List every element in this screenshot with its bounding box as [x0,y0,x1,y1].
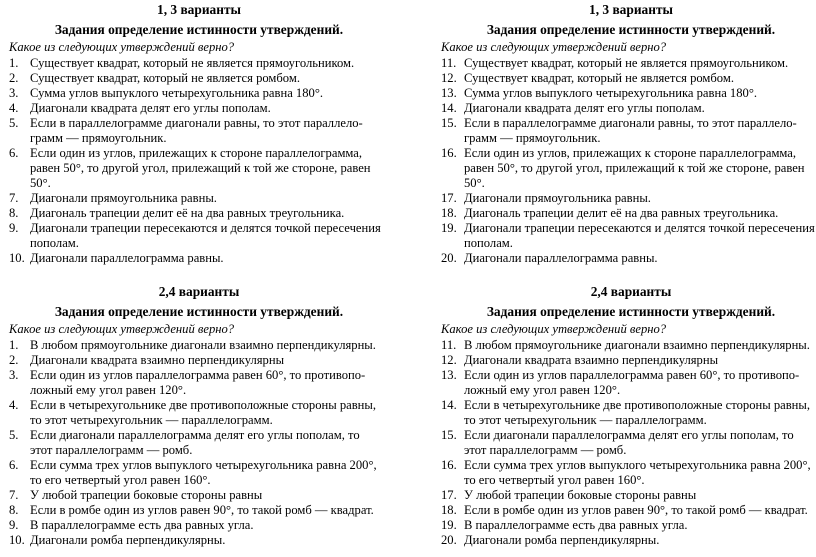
statement-text: Диагонали квадрата делят его углы пополам. [30,101,271,115]
statement-item [441,338,816,353]
statement-item [441,518,816,533]
statement-number: 8. [9,503,19,517]
statement-item [9,191,389,206]
variant-heading: 1, 3 варианты [589,2,673,17]
statement-number: 6. [9,146,19,160]
variant-heading: 2,4 варианты [590,284,672,299]
statement-number: 3. [9,86,19,100]
statement-item [441,221,816,251]
statement-item [441,56,816,71]
statement-text: Диагонали прямоугольника равны. [464,191,651,205]
statement-number: 14. [441,101,457,115]
statement-text: В любом прямоугольнике диагонали взаимно перпендикулярны. [30,338,376,352]
statement-item [441,251,816,266]
statement-item [9,398,389,428]
statement-number: 13. [441,368,457,382]
statement-item [9,353,389,368]
statement-text: Если в параллелограмме диагонали равны, то этот параллело- грамм — прямоугольник. [464,116,797,145]
statement-number: 2. [9,353,19,367]
block-variants-2-4-left [9,284,389,548]
statement-number: 7. [9,488,19,502]
statement-number: 18. [441,206,457,220]
statement-number: 17. [441,488,457,502]
statement-item [441,533,816,548]
statement-number: 8. [9,206,19,220]
statement-item [441,503,816,518]
statement-number: 15. [441,116,457,130]
statement-text: Если сумма трех углов выпуклого четырехугольника равна 200°, то его четвертый угол равен 160°. [30,458,377,487]
statement-item [441,428,816,458]
statement-item [441,368,816,398]
statement-number: 18. [441,503,457,517]
statement-text: Если в четырехугольнике две противоположные стороны равны, то этот четырехугольник — параллелограмм. [464,398,811,427]
statement-number: 11. [441,338,457,352]
statement-text: Сумма углов выпуклого четырехугольника равна 180°. [464,86,758,100]
statement-item [9,488,389,503]
statement-item [9,71,389,86]
statement-text: В параллелограмме есть два равных угла. [30,518,254,532]
statement-text: У любой трапеции боковые стороны равны [30,488,263,502]
statement-text: Диагонали квадрата делят его углы пополам. [464,101,705,115]
statement-item [9,518,389,533]
statement-text: Если сумма трех углов выпуклого четырехугольника равна 200°, то его четвертый угол равен 160°. [464,458,811,487]
statement-text: Диагональ трапеции делит её на два равных треугольника. [30,206,345,220]
statement-text: Если один из углов, прилежащих к стороне параллелограмма, равен 50°, то другой угол, прилежащий к той же стороне, равен 50°. [30,146,371,190]
statement-list [441,338,816,548]
statement-text: Диагонали трапеции пересекаются и делятся точкой пересечения пополам. [30,221,381,250]
statement-number: 5. [9,116,19,130]
statement-number: 19. [441,518,457,532]
statement-item [441,206,816,221]
statement-text: Если один из углов, прилежащих к стороне параллелограмма, равен 50°, то другой угол, прилежащий к той же стороне, равен 50°. [464,146,805,190]
statement-number: 16. [441,458,457,472]
variant-heading: 1, 3 варианты [157,2,241,17]
statement-text: Сумма углов выпуклого четырехугольника равна 180°. [30,86,324,100]
statement-text: В параллелограмме есть два равных угла. [464,518,688,532]
statement-item [9,251,389,266]
statement-item [441,191,816,206]
statement-list [9,338,389,548]
task-title: Задания определение истинности утверждений. [486,304,776,319]
statement-number: 9. [9,221,19,235]
statement-text: В любом прямоугольнике диагонали взаимно перпендикулярны. [464,338,810,352]
statement-item [441,353,816,368]
statement-item [9,86,389,101]
statement-item [441,86,816,101]
question-prompt: Какое из следующих утверждений верно? [9,40,235,54]
statement-text: Существует квадрат, который не является ромбом. [464,71,734,85]
statement-text: Если в четырехугольнике две противоположные стороны равны, то этот четырехугольник — параллелограмм. [30,398,377,427]
statement-text: Диагональ трапеции делит её на два равных треугольника. [464,206,779,220]
statement-number: 12. [441,71,457,85]
question-prompt: Какое из следующих утверждений верно? [9,322,235,336]
statement-item [9,116,389,146]
statement-number: 1. [9,338,19,352]
statement-number: 4. [9,101,19,115]
statement-item [441,488,816,503]
statement-number: 11. [441,56,457,70]
statement-number: 1. [9,56,19,70]
statement-item [441,71,816,86]
statement-number: 14. [441,398,457,412]
statement-number: 20. [441,533,457,547]
block-variants-1-3-left [9,2,389,266]
statement-item [9,428,389,458]
statement-item [9,458,389,488]
statement-text: Диагонали параллелограмма равны. [30,251,224,265]
statement-text: Диагонали квадрата взаимно перпендикулярны [464,353,719,367]
statement-item [9,221,389,251]
statement-item [441,101,816,116]
statement-number: 6. [9,458,19,472]
statement-text: У любой трапеции боковые стороны равны [464,488,697,502]
statement-item [9,368,389,398]
statement-item [9,533,389,548]
statement-text: Если один из углов параллелограмма равен 60°, то противопо- ложный ему угол равен 120°. [464,368,800,397]
statement-number: 10. [9,251,25,265]
statement-text: Диагонали параллелограмма равны. [464,251,658,265]
statement-number: 2. [9,71,19,85]
statement-text: Диагонали квадрата взаимно перпендикулярны [30,353,285,367]
statement-item [441,458,816,488]
variant-heading: 2,4 варианты [158,284,240,299]
question-prompt: Какое из следующих утверждений верно? [441,322,667,336]
statement-item [9,56,389,71]
statement-item [9,206,389,221]
statement-item [441,146,816,191]
statement-text: Существует квадрат, который не является прямоугольником. [464,56,789,70]
statement-item [9,503,389,518]
statement-number: 16. [441,146,457,160]
statement-text: Если в ромбе один из углов равен 90°, то такой ромб — квадрат. [464,503,808,517]
statement-item [9,146,389,191]
block-variants-1-3-right [441,2,816,266]
statement-list [441,56,816,266]
statement-text: Если в ромбе один из углов равен 90°, то такой ромб — квадрат. [30,503,374,517]
statement-number: 12. [441,353,457,367]
task-title: Задания определение истинности утверждений. [54,304,344,319]
statement-number: 7. [9,191,19,205]
question-prompt: Какое из следующих утверждений верно? [441,40,667,54]
statement-number: 4. [9,398,19,412]
statement-text: Существует квадрат, который не является ромбом. [30,71,300,85]
statement-number: 15. [441,428,457,442]
statement-number: 10. [9,533,25,547]
statement-text: Диагонали ромба перпендикулярны. [464,533,660,547]
statement-number: 9. [9,518,19,532]
block-variants-2-4-right [441,284,816,548]
statement-number: 17. [441,191,457,205]
statement-text: Если в параллелограмме диагонали равны, то этот параллело- грамм — прямоугольник. [30,116,363,145]
statement-item [441,116,816,146]
statement-item [441,398,816,428]
statement-number: 20. [441,251,457,265]
task-title: Задания определение истинности утверждений. [54,22,344,37]
statement-text: Диагонали прямоугольника равны. [30,191,217,205]
statement-number: 5. [9,428,19,442]
statement-text: Диагонали трапеции пересекаются и делятся точкой пересечения пополам. [464,221,815,250]
statement-item [9,101,389,116]
statement-text: Существует квадрат, который не является прямоугольником. [30,56,355,70]
statement-text: Если один из углов параллелограмма равен 60°, то противопо- ложный ему угол равен 120°. [30,368,366,397]
statement-item [9,338,389,353]
statement-number: 3. [9,368,19,382]
statement-text: Если диагонали параллелограмма делят его углы пополам, то этот параллелограмм — ромб. [464,428,794,457]
task-title: Задания определение истинности утверждений. [486,22,776,37]
statement-text: Диагонали ромба перпендикулярны. [30,533,226,547]
statement-list [9,56,389,266]
statement-text: Если диагонали параллелограмма делят его углы пополам, то этот параллелограмм — ромб. [30,428,360,457]
statement-number: 19. [441,221,457,235]
statement-number: 13. [441,86,457,100]
